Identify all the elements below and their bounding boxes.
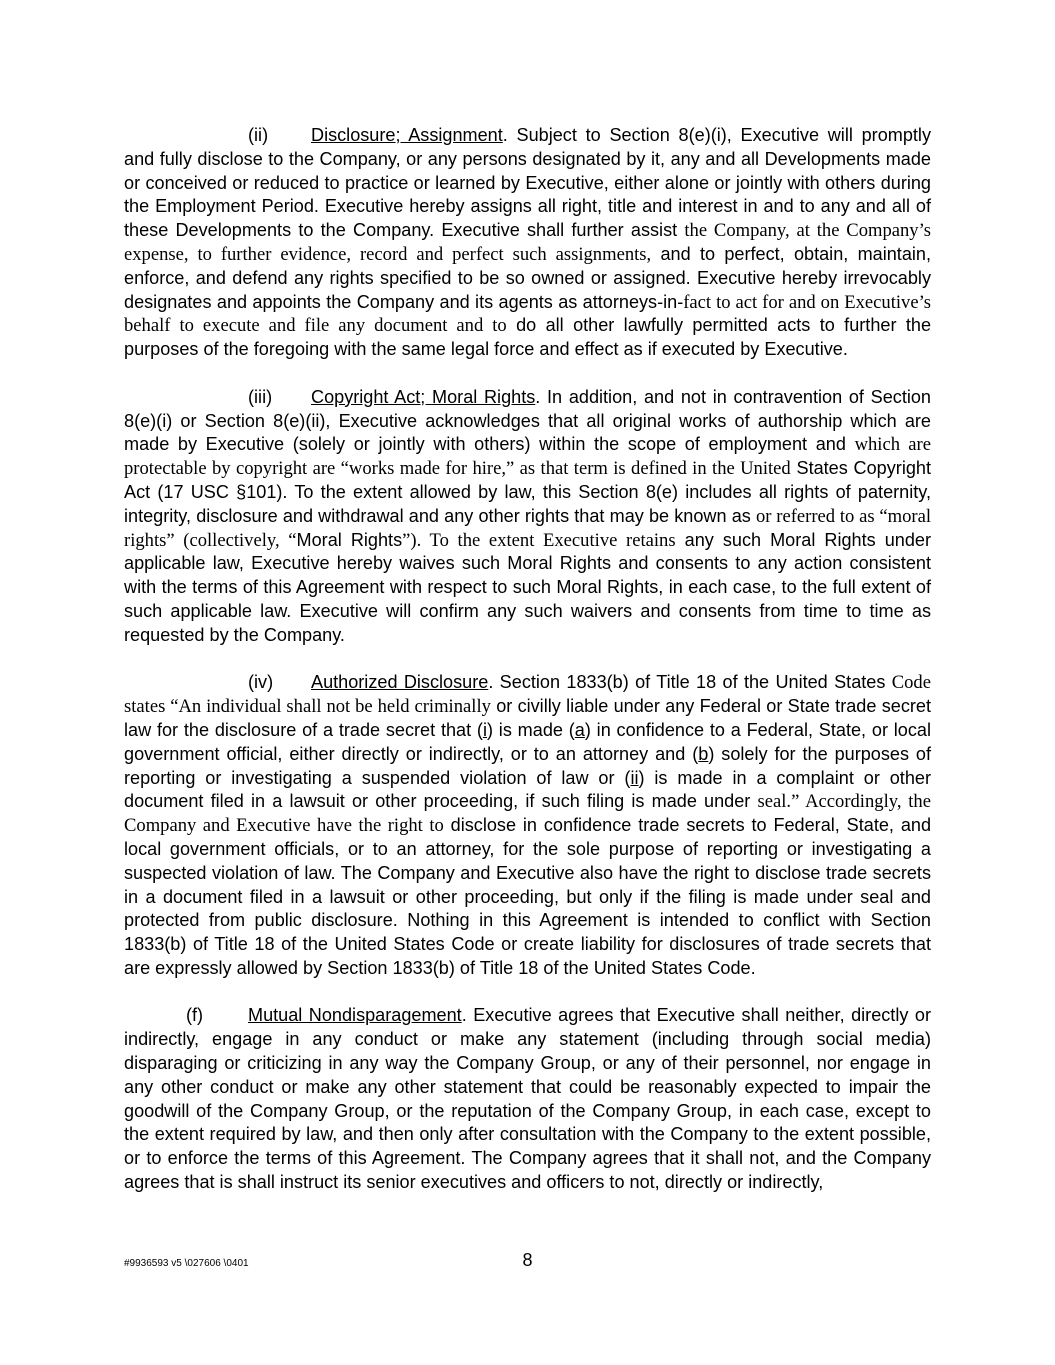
paragraph-text: . Executive agrees that Executive shall neither, directly or indirectly, engage in any conduct or make any statement (including through social media) disparaging or criticizing in any way the Company Group, or any of their personnel, nor engage in any other conduct or make any other statement that could be reasonably expected to impair the goodwill of the Company Group, or the reputation of the Company Group, in each case, except to the extent required by law, and then only after consultation with the Company to the extent possible, or to enforce the terms of this Agreement. The Company agrees that it shall not, and the Company agrees that is shall instruct its senior executives and officers to not, directly or indirectly,	[124, 1005, 931, 1193]
paragraph-heading: Disclosure; Assignment	[311, 125, 503, 145]
paragraph-heading: Copyright Act; Moral Rights	[311, 386, 536, 407]
paragraph-number: (iv)	[248, 672, 274, 693]
paragraph-text: ) is made in a complaint or other document filed in a lawsuit or other proceeding, if such filing is made under	[124, 767, 931, 812]
underlined-marker: ii	[630, 767, 639, 788]
paragraph-number: (f)	[186, 1005, 204, 1026]
underlined-marker: i	[482, 719, 487, 740]
paragraph-text: which are protectable by copyright are “works made for hire,” as that term is defined in the United	[124, 434, 931, 480]
paragraph-heading: Authorized Disclosure	[311, 672, 489, 693]
paragraph-text: . Section 1833(b) of Title 18 of the United States	[488, 672, 892, 693]
paragraph-number: (ii)	[248, 125, 269, 145]
underlined-marker: a	[574, 719, 585, 740]
paragraph-text: or civilly liable under any Federal or State trade secret law for the disclosure of a trade secret that (	[124, 696, 931, 740]
paragraph-text: . Subject to Section 8(e)(i), Executive will promptly and fully disclose to the Company, or any persons designated by it, any and all Developments made or conceived or reduced to practice or learned by Executive, either alone or jointly with others during the Employment Period. Executive hereby assigns all right, title and interest in and to any and all of these Developments to the Company. Executive shall further assist	[124, 125, 931, 241]
paragraph-heading: Mutual Nondisparagement	[248, 1005, 462, 1026]
paragraph-text: or referred to as “moral rights” (collectively, “	[124, 505, 931, 551]
paragraph-text: Code states “An individual shall not be held criminally	[124, 672, 931, 718]
paragraph-text: States Copyright Act (17 USC §101). To the extent allowed by law, this Section 8(e) includes all rights of paternity, integrity, disclosure and withdrawal and any other rights that may be known as	[124, 458, 931, 526]
paragraph-text: ”). To the extent Executive retains	[402, 529, 676, 551]
paragraph-text: ) solely for the purposes of reporting or investigating a suspended violation of law or (	[124, 743, 932, 788]
paragraph-text: do all other lawfully permitted acts to further the purposes of the foregoing with the same legal force and effect as if executed by Executive.	[124, 315, 932, 360]
paragraph-text: Moral Rights	[296, 529, 403, 550]
paragraph-number: (iii)	[248, 386, 273, 407]
document-body	[124, 124, 931, 1219]
paragraph-text: and to perfect, obtain, maintain, enforce, and defend any rights specified to be so owned or assigned. Executive hereby irrevocably designates and appoints the Company and its agents as attorneys-in-	[124, 243, 931, 312]
paragraph-copyright-moral-rights	[124, 386, 931, 648]
paragraph-disclosure-assignment	[124, 124, 931, 362]
paragraph-mutual-nondisparagement	[124, 1004, 931, 1194]
paragraph-text: seal.” Accordingly, the Company and Executive have the right to	[124, 791, 931, 837]
paragraph-text: . In addition, and not in contravention of Section 8(e)(i) or Section 8(e)(ii), Executive acknowledges that all original works of authorship which are made by Executive (solely or jointly with others) within the scope of employment and	[124, 386, 931, 455]
paragraph-text: any such Moral Rights under applicable law, Executive hereby waives such Moral Rights and consents to any action consistent with the terms of this Agreement with respect to such Moral Rights, in each case, to the full extent of such applicable law. Executive will confirm any such waivers and consents from time to time as requested by the Company.	[124, 529, 931, 645]
paragraph-authorized-disclosure	[124, 671, 931, 980]
underlined-marker: b	[698, 743, 709, 764]
paragraph-text: fact to act for and on Executive’s behalf to execute and file any document and to	[124, 291, 931, 337]
page-number: 8	[522, 1250, 533, 1270]
footer-document-id: #9936593 v5 \027606 \0401	[124, 1258, 249, 1269]
paragraph-text: the Company, at the Company’s expense, to further evidence, record and perfect such assignments,	[124, 220, 931, 265]
paragraph-text: ) in confidence to a Federal, State, or local government official, either directly or indirectly, or to an attorney and (	[124, 719, 931, 764]
paragraph-text: ) is made (	[486, 719, 575, 740]
paragraph-text: disclose in confidence trade secrets to Federal, State, and local government officials, or to an attorney, for the sole purpose of reporting or investigating a suspected violation of law. The Company and Executive also have the right to disclose trade secrets in a document filed in a lawsuit or other proceeding, but only if the filing is made under seal and protected from public disclosure. Nothing in this Agreement is intended to conflict with Section 1833(b) of Title 18 of the United States Code or create liability for disclosures of trade secrets that are expressly allowed by Section 1833(b) of Title 18 of the United States Code.	[124, 815, 932, 978]
